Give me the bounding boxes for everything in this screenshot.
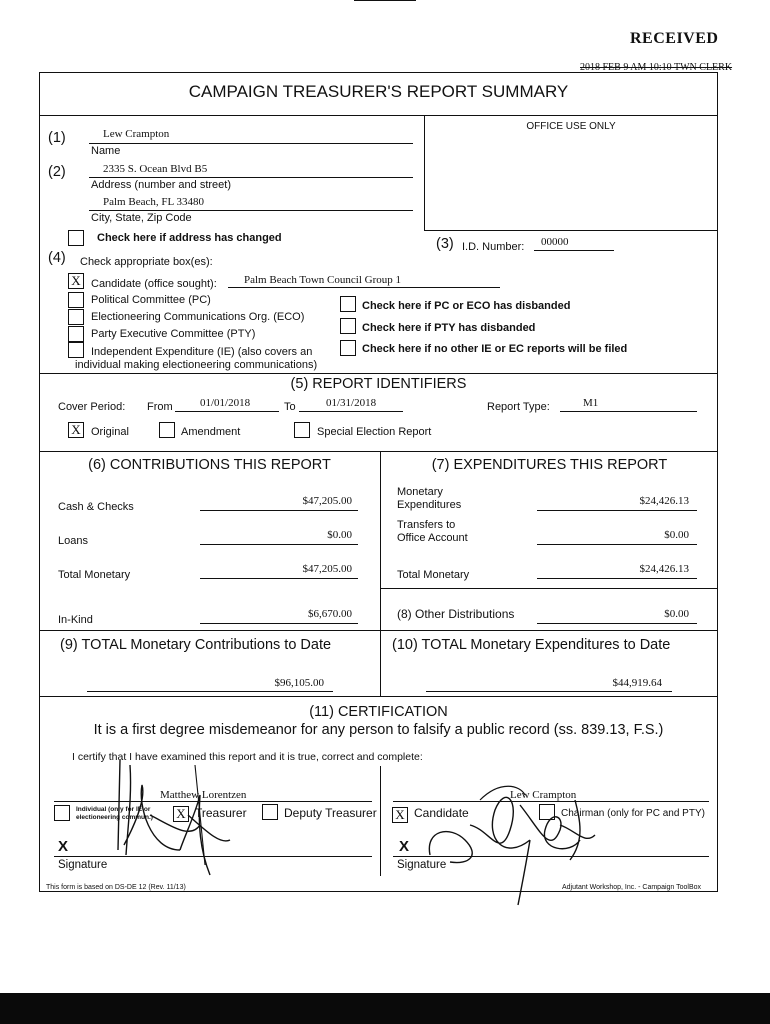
signature-divider (380, 766, 381, 876)
left-signature-x: X (58, 838, 69, 855)
id-number-line (534, 250, 614, 251)
address-label: Address (number and street) (91, 179, 232, 191)
treasurer-name-value: Matthew Lorentzen (160, 789, 247, 801)
ie-label: Independent Expenditure (IE) (also covers an (91, 346, 313, 358)
address-line (89, 177, 413, 178)
report-type-label: Report Type: (487, 401, 550, 413)
certification-divider (39, 696, 718, 697)
candidate-cert-label: Candidate (414, 806, 469, 820)
office-sought-line (228, 287, 500, 288)
loans-label: Loans (58, 535, 88, 547)
city-line (89, 210, 413, 211)
monetary-exp-value: $24,426.13 (639, 495, 689, 507)
chairman-label: Chairman (only for PC and PTY) (561, 808, 705, 819)
pty-label: Party Executive Committee (PTY) (91, 328, 256, 340)
candidate-checkbox[interactable]: X (68, 273, 84, 289)
original-checkbox[interactable]: X (68, 422, 84, 438)
cash-checks-value: $47,205.00 (302, 495, 352, 507)
address-changed-checkbox[interactable] (68, 230, 84, 246)
monetary-exp-line (537, 510, 697, 511)
item-number-1: (1) (48, 130, 66, 146)
total-expend-label: (10) TOTAL Monetary Expenditures to Date (392, 637, 671, 653)
top-edge-mark (354, 0, 416, 1)
monetary-exp-label-2: Expenditures (397, 499, 462, 511)
loans-value: $0.00 (327, 529, 352, 541)
expenditures-heading: (7) EXPENDITURES THIS REPORT (431, 457, 668, 473)
amendment-checkbox[interactable] (159, 422, 175, 438)
right-signature-label: Signature (397, 859, 447, 871)
deputy-treasurer-label: Deputy Treasurer (284, 806, 377, 820)
transfers-label-2: Office Account (397, 532, 468, 544)
ie-label-continued: individual making electioneering communications) (75, 359, 318, 371)
certification-statement: I certify that I have examined this report and it is true, correct and complete: (72, 751, 423, 763)
transfers-label-1: Transfers to (397, 519, 456, 531)
exp-total-label: Total Monetary (397, 569, 470, 581)
id-number-value: 00000 (541, 236, 569, 248)
other-distributions-label: (8) Other Distributions (397, 607, 515, 621)
pc-disbanded-checkbox[interactable] (340, 296, 356, 312)
individual-checkbox[interactable] (54, 805, 70, 821)
totals-divider (39, 630, 718, 631)
candidate-label: Candidate (office sought): (91, 278, 217, 290)
pc-disbanded-label: Check here if PC or ECO has disbanded (362, 300, 571, 312)
treasurer-handwritten-signature (80, 755, 260, 885)
loans-line (200, 544, 358, 545)
monetary-exp-label-1: Monetary (397, 486, 443, 498)
office-sought-value: Palm Beach Town Council Group 1 (244, 274, 401, 286)
total-contrib-value: $96,105.00 (274, 677, 324, 689)
total-expend-value: $44,919.64 (612, 677, 662, 689)
filer-name-value: Lew Crampton (103, 128, 170, 140)
ie-checkbox[interactable] (68, 342, 84, 358)
received-stamp: RECEIVED (630, 30, 719, 47)
pty-checkbox[interactable] (68, 326, 84, 342)
city-value: Palm Beach, FL 33480 (103, 196, 205, 208)
in-kind-line (200, 623, 358, 624)
to-date-line (299, 411, 403, 412)
transfers-line (537, 544, 697, 545)
section4-divider (39, 373, 718, 374)
pc-checkbox[interactable] (68, 292, 84, 308)
contrib-total-line (200, 578, 358, 579)
left-signature-label: Signature (58, 859, 108, 871)
contrib-total-value: $47,205.00 (302, 563, 352, 575)
stamp-date-line: 2018 FEB 9 AM 10:10 TWN CLERK (580, 62, 733, 73)
cash-checks-line (200, 510, 358, 511)
total-contrib-label: (9) TOTAL Monetary Contributions to Date (60, 637, 332, 653)
no-other-reports-checkbox[interactable] (340, 340, 356, 356)
contrib-total-label: Total Monetary (58, 569, 131, 581)
footer-form-note: This form is based on DS-DE 12 (Rev. 11/13) (46, 884, 186, 891)
office-use-label: OFFICE USE ONLY (526, 121, 616, 132)
eco-label: Electioneering Communications Org. (ECO) (91, 311, 305, 323)
id-number-label: I.D. Number: (462, 241, 525, 253)
city-label: City, State, Zip Code (91, 212, 192, 224)
no-other-reports-label: Check here if no other IE or EC reports will be filed (362, 343, 628, 355)
to-label: To (284, 401, 296, 413)
transfers-value: $0.00 (664, 529, 689, 541)
address-value: 2335 S. Ocean Blvd B5 (103, 163, 208, 175)
certification-warning: It is a first degree misdemeanor for any person to falsify a public record (ss. 839.13, F.S.) (93, 722, 664, 738)
contributions-heading: (6) CONTRIBUTIONS THIS REPORT (88, 457, 331, 473)
special-election-label: Special Election Report (317, 426, 432, 438)
to-date-value: 01/31/2018 (326, 397, 377, 409)
deputy-treasurer-checkbox[interactable] (262, 804, 278, 820)
section5-divider (39, 451, 718, 452)
pty-disbanded-label: Check here if PTY has disbanded (362, 322, 536, 334)
treasurer-checkbox[interactable]: X (173, 806, 189, 822)
item-number-2: (2) (48, 164, 66, 180)
cover-period-label: Cover Period: (58, 401, 126, 413)
total-contrib-line (87, 691, 333, 692)
candidate-name-value: Lew Crampton (510, 789, 577, 801)
address-changed-label: Check here if address has changed (97, 232, 282, 244)
pc-label: Political Committee (PC) (91, 294, 211, 306)
cash-checks-label: Cash & Checks (58, 501, 134, 513)
certification-heading: (11) CERTIFICATION (309, 704, 448, 720)
form-title: CAMPAIGN TREASURER'S REPORT SUMMARY (188, 82, 569, 101)
candidate-cert-checkbox[interactable]: X (392, 807, 408, 823)
item-number-3: (3) (436, 236, 454, 252)
check-boxes-label: Check appropriate box(es): (80, 256, 213, 268)
name-line (89, 143, 413, 144)
name-label: Name (91, 145, 121, 157)
other-distributions-value: $0.00 (664, 608, 689, 620)
report-identifiers-heading: (5) REPORT IDENTIFIERS (290, 376, 467, 392)
from-date-value: 01/01/2018 (200, 397, 251, 409)
total-expend-line (426, 691, 672, 692)
in-kind-value: $6,670.00 (308, 608, 352, 620)
center-divider (380, 451, 381, 696)
right-signature-x: X (399, 838, 410, 855)
in-kind-label: In-Kind (58, 614, 93, 626)
footer-publisher: Adjutant Workshop, Inc. - Campaign ToolBox (562, 884, 702, 891)
from-date-line (175, 411, 279, 412)
amendment-label: Amendment (181, 426, 241, 438)
report-type-line (560, 411, 697, 412)
report-type-value: M1 (583, 397, 599, 409)
other-dist-divider (380, 588, 718, 589)
item-number-4: (4) (48, 250, 66, 266)
exp-total-line (537, 578, 697, 579)
special-election-checkbox[interactable] (294, 422, 310, 438)
treasurer-label: Treasurer (195, 806, 247, 820)
from-label: From (147, 401, 173, 413)
office-use-box (424, 115, 718, 231)
scan-border-bar (0, 993, 770, 1024)
eco-checkbox[interactable] (68, 309, 84, 325)
exp-total-value: $24,426.13 (639, 563, 689, 575)
pty-disbanded-checkbox[interactable] (340, 318, 356, 334)
other-distributions-line (537, 623, 697, 624)
original-label: Original (91, 426, 129, 438)
individual-label: Individual (only for IE or electioneering commun.) (76, 806, 153, 821)
